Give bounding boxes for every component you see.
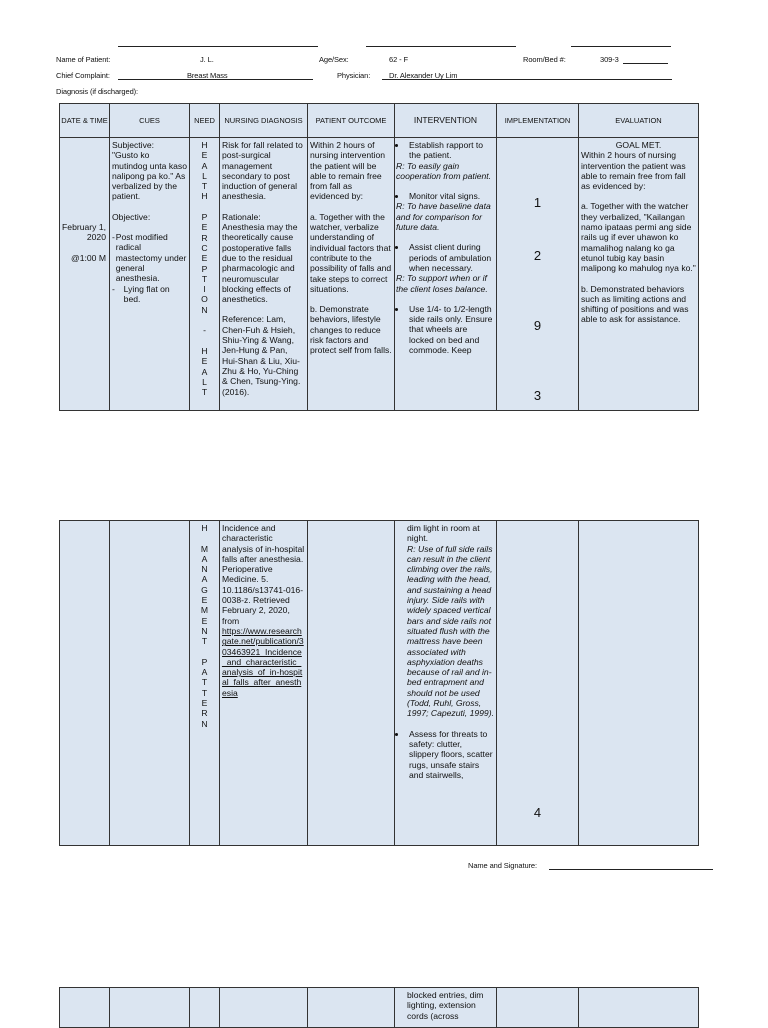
care-plan-table-page-1 bbox=[59, 103, 699, 411]
time-value: @1:00 M bbox=[71, 252, 106, 263]
rationale-text: Rationale: Anesthesia may the theoretically cause postoperative falls due to the residual pharmacologic and neuromuscular blocking effects of anesthetics. bbox=[222, 211, 298, 305]
intervention-cell-p2 bbox=[395, 521, 497, 846]
evaluation-a: a. Together with the watcher they verbalized, "Kailangan namo ipataas permi ang side rails ug if ever uhawon ko mamalihog nalang ko ga etunol tubig kay basin malipong ko mahulog nya ko." bbox=[581, 201, 696, 274]
age-sex-value: 62 - F bbox=[389, 55, 408, 64]
evaluation-goal: GOAL MET. bbox=[615, 140, 662, 150]
date-cell-p2 bbox=[60, 521, 110, 846]
care-plan-table-page-2 bbox=[59, 520, 699, 846]
evaluation-cell bbox=[579, 138, 699, 411]
need-cell: H E A L T H P E R C E P T I O N - H E A L T bbox=[190, 138, 220, 411]
intervention-5: • Assess for threats to safety: clutter, slippery floors, scatter rugs, unsafe stairs and stairwells, bbox=[407, 729, 494, 780]
reference-continued: Incidence and characteristic analysis of in-hospital falls after anesthesia. Perioperative Medicine. 5. 10.1186/s13741-016-0038-z. Retrieved February 2, 2020, from bbox=[222, 523, 305, 626]
patient-outcome-cell bbox=[308, 138, 395, 411]
reference-text: Reference: Lam, Chen-Fuh & Hsieh, Shiu-Ying & Wang, Jen-Hung & Pan, Hui-Shan & Liu, Xiu-Zhu & Ho, Yu-Ching & Chen, Tsung-Ying. (2016). bbox=[222, 314, 301, 397]
diagnosis-label: Diagnosis (if discharged): bbox=[56, 87, 139, 96]
diagnosis-text: Risk for fall related to post-surgical management secondary to post induction of general anesthesia. bbox=[222, 140, 303, 202]
implementation-3: 3 bbox=[533, 388, 542, 403]
room-bed-value: 309-3 bbox=[600, 55, 619, 64]
implementation-cell-p2 bbox=[497, 521, 579, 846]
intervention-2-rationale: R: To have baseline data and for comparison for future data. bbox=[396, 201, 491, 233]
outcome-intro: Within 2 hours of nursing intervention the patient will be able to remain free from fall as evidenced by: bbox=[310, 140, 386, 202]
cues-cell: Subjective: "Gusto ko mutindog unta kaso nalipong pa ko." As verbalized by the patient. Objective: - Post modified radical mastectomy under general anesthesia. - Lying flat on bed. bbox=[110, 138, 190, 411]
patient-outcome-cell-p3 bbox=[308, 988, 395, 1028]
outcome-a: a. Together with the watcher, verbalize understanding of individual factors that contribute to the possibility of falls and take steps to correct situations. bbox=[310, 211, 392, 294]
intervention-4-rationale: R: Use of full side rails can result in the client climbing over the rails, leading with the head, and sustaining a head injury. Side rails with widely spaced vertical bars and side rails not situated flush with the mattress have been associated with asphyxiation deaths because of rail and in-bed entrapment and should not be used (Todd, Ruhl, Gross, 1997; Capezuti, 1999). bbox=[407, 543, 494, 719]
header-intervention: INTERVENTION bbox=[395, 104, 497, 138]
nursing-diagnosis-cell bbox=[220, 138, 308, 411]
header-patient-outcome: PATIENT OUTCOME bbox=[308, 104, 395, 138]
intervention-1-rationale: R: To easily gain cooperation from patient. bbox=[396, 160, 492, 181]
reference-link[interactable]: https://www.researchgate.net/publication/303463921_Incidence_and_characteristic_analysis_of_in-hospital_falls_after_anesthesia bbox=[222, 625, 304, 698]
cues-cell-p2 bbox=[110, 521, 190, 846]
header-evaluation: EVALUATION bbox=[579, 104, 699, 138]
age-sex-label: Age/Sex: bbox=[319, 55, 349, 64]
chief-complaint-value: Breast Mass bbox=[187, 71, 228, 80]
need-cell-p3 bbox=[190, 988, 220, 1028]
physician-value: Dr. Alexander Uy Lim bbox=[389, 71, 458, 80]
evaluation-b: b. Demonstrated behaviors such as limiting actions and shifting of positions and was able to ask for assistance. bbox=[581, 283, 689, 325]
objective-item-1: Post modified radical mastectomy under general anesthesia. bbox=[115, 232, 187, 284]
signature-label: Name and Signature: bbox=[468, 861, 537, 870]
objective-item-2: Lying flat on bed. bbox=[123, 283, 170, 304]
room-bed-label: Room/Bed #: bbox=[523, 55, 566, 64]
intervention-4: • Use 1/4- to 1/2-length side rails only. Ensure that wheels are locked on bed and commode. Keep bbox=[407, 304, 494, 355]
header-implementation: IMPLEMENTATION bbox=[497, 104, 579, 138]
header-nursing-diagnosis: NURSING DIAGNOSIS bbox=[220, 104, 308, 138]
subjective-label: Subjective: bbox=[112, 140, 155, 150]
header-cues: CUES bbox=[110, 104, 190, 138]
evaluation-cell-p3 bbox=[579, 988, 699, 1028]
intervention-cell-p3: blocked entries, dim lighting, extension cords (across bbox=[395, 988, 497, 1028]
implementation-9: 9 bbox=[533, 318, 542, 333]
patient-name-value: J. L. bbox=[200, 55, 214, 64]
header-need: NEED bbox=[190, 104, 220, 138]
intervention-2: • Monitor vital signs. bbox=[407, 191, 494, 201]
intervention-3-rationale: R: To support when or if the client loses balance. bbox=[396, 273, 488, 294]
implementation-cell-p3 bbox=[497, 988, 579, 1028]
date-value: February 1, 2020 bbox=[62, 222, 106, 243]
date-cell-p3 bbox=[60, 988, 110, 1028]
date-cell bbox=[60, 138, 110, 411]
nursing-diagnosis-cell-p2 bbox=[220, 521, 308, 846]
subjective-text: "Gusto ko mutindog unta kaso nalipong pa ko." As verbalized by the patient. bbox=[112, 150, 188, 202]
physician-label: Physician: bbox=[337, 71, 371, 80]
evaluation-intro: Within 2 hours of nursing intervention the patient was able to remain free from fall as evidenced by: bbox=[581, 150, 686, 192]
intervention-1: • Establish rapport to the patient. bbox=[407, 140, 494, 161]
outcome-b: b. Demonstrate behaviors, lifestyle changes to reduce risk factors and protect self from falls. bbox=[310, 304, 392, 356]
chief-complaint-label: Chief Complaint: bbox=[56, 71, 110, 80]
header-date-time: DATE & TIME bbox=[60, 104, 110, 138]
nursing-diagnosis-cell-p3 bbox=[220, 988, 308, 1028]
intervention-3: • Assist client during periods of ambulation when necessary. bbox=[407, 242, 494, 273]
patient-outcome-cell-p2 bbox=[308, 521, 395, 846]
cues-cell-p3 bbox=[110, 988, 190, 1028]
implementation-4: 4 bbox=[533, 805, 542, 820]
patient-name-label: Name of Patient: bbox=[56, 55, 111, 64]
implementation-cell bbox=[497, 138, 579, 411]
intervention-4-continued: dim light in room at night. bbox=[407, 523, 480, 544]
evaluation-cell-p2 bbox=[579, 521, 699, 846]
objective-label: Objective: bbox=[112, 211, 151, 222]
need-cell-p2: H M A N A G E M E N T P A T T E R N bbox=[190, 521, 220, 846]
intervention-cell bbox=[395, 138, 497, 411]
implementation-1: 1 bbox=[533, 195, 542, 210]
care-plan-table-page-3 bbox=[59, 987, 699, 1028]
implementation-2: 2 bbox=[533, 248, 542, 263]
